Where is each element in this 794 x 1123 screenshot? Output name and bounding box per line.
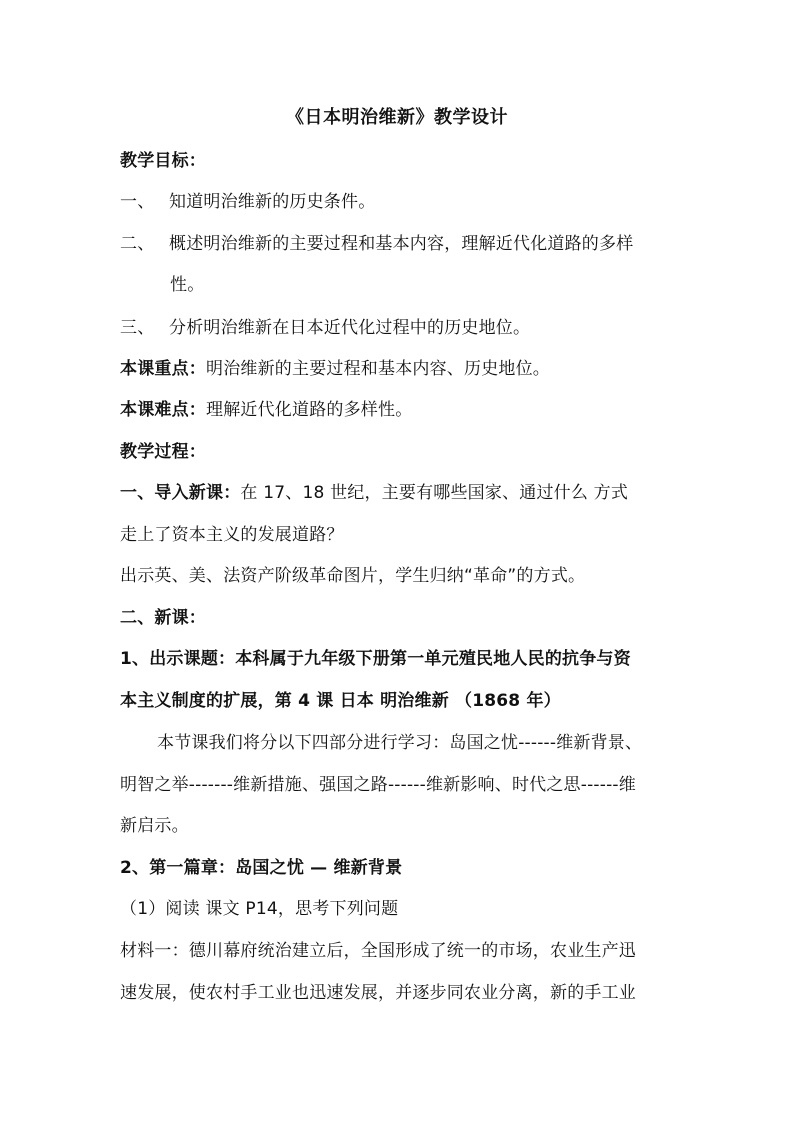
objective-number: 三、 xyxy=(120,318,155,338)
difficulty-label: 本课难点： xyxy=(120,400,206,420)
document-title: 《日本明治维新》教学设计 xyxy=(286,107,508,128)
difficulty-line xyxy=(120,398,412,422)
topic-line-1: 1、出示课题：本科属于九年级下册第一单元殖民地人民的抗争与资 xyxy=(120,649,631,669)
key-point-label: 本课重点： xyxy=(120,359,206,379)
plan-line-2: 明智之举-------维新措施、强国之路------维新影响、时代之思------维 xyxy=(120,775,636,795)
key-point-text: 明治维新的主要过程和基本内容、历史地位。 xyxy=(206,359,550,379)
new-lesson-heading: 二、新课： xyxy=(120,608,206,628)
chapter1-heading: 2、第一篇章：岛国之忧 — 维新背景 xyxy=(120,858,403,878)
intro-line-2: 走上了资本主义的发展道路？ xyxy=(120,525,344,545)
material-line-2: 速发展，使农村手工业也迅速发展，并逐步同农业分离，新的手工业 xyxy=(120,983,636,1003)
objective-item-2-continuation: 性。 xyxy=(170,275,205,295)
intro-label: 一、导入新课： xyxy=(120,483,241,503)
intro-line-1 xyxy=(120,481,628,505)
process-heading: 教学过程： xyxy=(120,442,206,462)
objective-text: 知道明治维新的历史条件。 xyxy=(169,192,376,212)
objective-text: 概述明治维新的主要过程和基本内容，理解近代化道路的多样 xyxy=(169,234,634,254)
material-line-1: 材料一：德川幕府统治建立后，全国形成了统一的市场，农业生产迅 xyxy=(120,941,636,961)
objective-number: 一、 xyxy=(120,192,155,212)
objectives-heading: 教学目标： xyxy=(120,151,206,171)
topic-line-2: 本主义制度的扩展，第 4 课 日本 明治维新 （1868 年） xyxy=(120,691,561,711)
reading-line: （1）阅读 课文 P14，思考下列问题 xyxy=(120,899,399,919)
objective-text: 分析明治维新在日本近代化过程中的历史地位。 xyxy=(169,318,531,338)
objective-item-1 xyxy=(120,190,375,214)
intro-text: 在 17、18 世纪，主要有哪些国家、通过什么 方式 xyxy=(240,483,629,503)
intro-line-3: 出示英、美、法资产阶级革命图片，学生归纳“革命”的方式。 xyxy=(120,566,586,586)
key-point-line xyxy=(120,357,550,381)
difficulty-text: 理解近代化道路的多样性。 xyxy=(206,400,413,420)
plan-line-3: 新启示。 xyxy=(120,816,189,836)
objective-number: 二、 xyxy=(120,234,155,254)
plan-line-1: 本节课我们将分以下四部分进行学习：岛国之忧------维新背景、 xyxy=(157,733,643,753)
objective-item-3 xyxy=(120,316,530,340)
objective-item-2 xyxy=(120,232,633,256)
